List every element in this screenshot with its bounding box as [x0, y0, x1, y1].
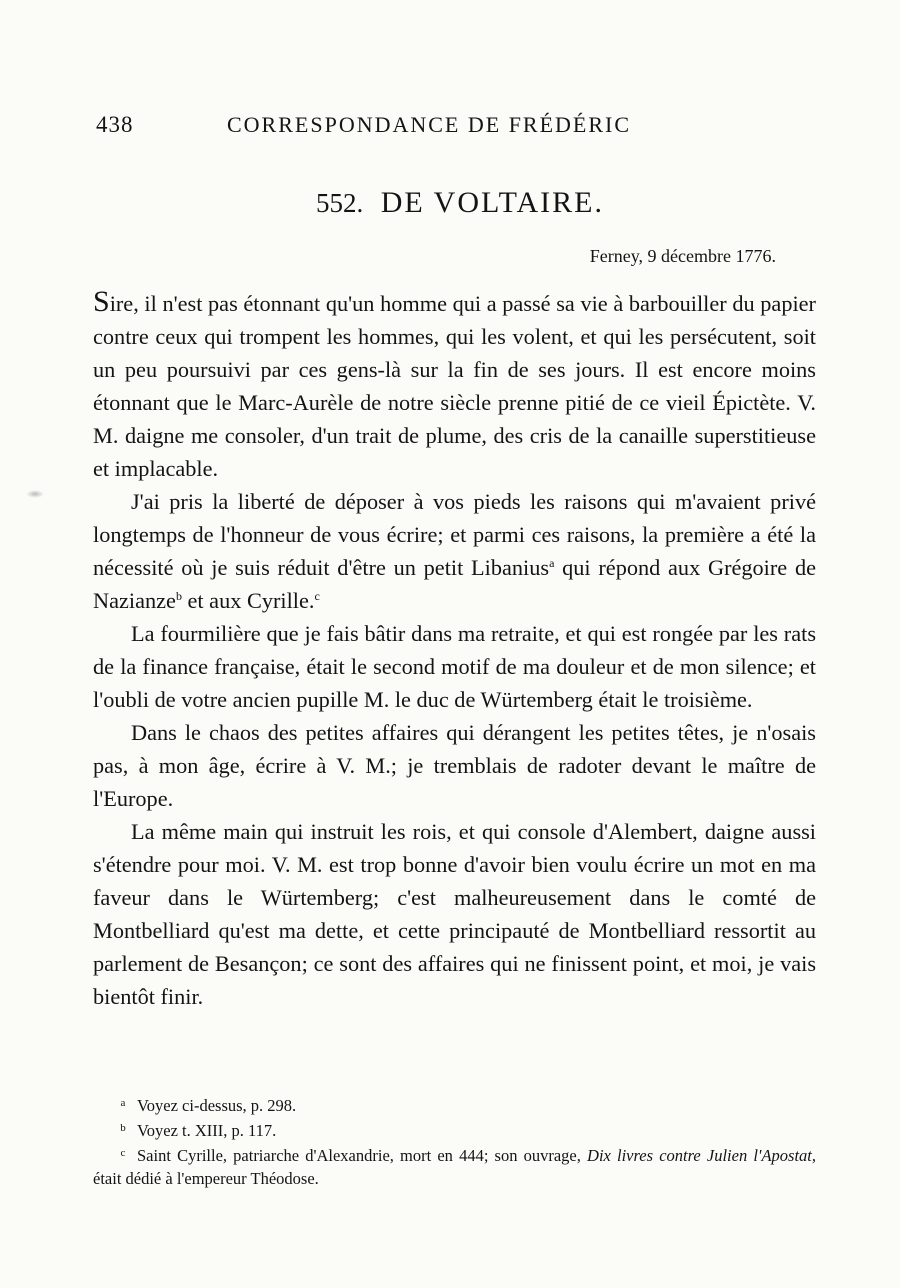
- footnote-a: [93, 1092, 816, 1117]
- footnote-c-text-2: , était dédié à l'empereur Théodose.: [93, 1146, 816, 1188]
- paragraph-2-text-b: qui répond aux Grégoire de Nazianze: [93, 555, 816, 613]
- footnote-c-text-1: Saint Cyrille, patriarche d'Alexandrie, mort en 444; son ouvrage,: [137, 1146, 588, 1165]
- footnote-c: [93, 1142, 816, 1190]
- footnote-b-text: Voyez t. XIII, p. 117.: [137, 1121, 277, 1140]
- footnotes: [93, 1092, 816, 1190]
- footnote-mark-c: c: [120, 1147, 126, 1159]
- letter-title: DE VOLTAIRE.: [380, 186, 604, 219]
- footnote-ref-c: c: [314, 589, 320, 603]
- dateline: Ferney, 9 décembre 1776.: [589, 246, 776, 266]
- footnote-b: [93, 1117, 816, 1142]
- paragraph-2-text-c: et aux Cyrille.: [181, 588, 315, 613]
- letter-heading: [0, 186, 900, 220]
- letter-number: 552.: [315, 188, 364, 218]
- paragraph-5: La même main qui instruit les rois, et qui console d'Alembert, daigne aussi s'étendre pour moi. V. M. est trop bonne d'avoir bien voulu écrire un mot en ma faveur dans le Würtemberg; c'est malheureusement dans le comté de Montbelliard qu'est ma dette, et cette principauté de Montbelliard ressortit au parlement de Besançon; ce sont des affaires qui ne finissent point, et moi, je vais bientôt finir.: [93, 819, 816, 1009]
- running-title: CORRESPONDANCE DE FRÉDÉRIC: [227, 112, 632, 137]
- paragraph-3: La fourmilière que je fais bâtir dans ma retraite, et qui est rongée par les rats de la finance française, était le second motif de ma douleur et de mon silence; et l'oubli de votre ancien pupille M. le duc de Würtemberg était le troisième.: [93, 621, 816, 712]
- footnote-ref-b: b: [175, 589, 182, 603]
- paragraph-2-text-a: J'ai pris la liberté de déposer à vos pieds les raisons qui m'avaient privé longtemps de l'honneur de vous écrire; et parmi ces raisons, la première a été la nécessité où je suis réduit d'être un petit Libanius: [93, 489, 816, 580]
- page-number: 438: [96, 112, 134, 137]
- letter-body: [93, 285, 816, 1013]
- paper-speck: [26, 490, 44, 498]
- footnote-mark-a: a: [120, 1097, 126, 1109]
- drop-cap: S: [93, 285, 110, 318]
- paragraph-2: [93, 485, 816, 617]
- footnote-c-book-title: Dix livres contre Julien l'Apostat: [587, 1146, 812, 1165]
- footnote-mark-b: b: [120, 1122, 126, 1134]
- footnote-a-text: Voyez ci-dessus, p. 298.: [137, 1096, 297, 1115]
- footnote-ref-a: a: [549, 556, 555, 570]
- paragraph-4: Dans le chaos des petites affaires qui dérangent les petites têtes, je n'osais pas, à mon âge, écrire à V. M.; je tremblais de radoter devant le maître de l'Europe.: [93, 720, 816, 811]
- paragraph-1-text: ire, il n'est pas étonnant qu'un homme qui a passé sa vie à barbouiller du papier contre ceux qui trompent les hommes, qui les volent, et qui les persécutent, soit un peu poursuivi par ces gens-là sur la fin de ses jours. Il est encore moins étonnant que le Marc-Aurèle de notre siècle prenne pitié de ce vieil Épictète. V. M. daigne me consoler, d'un trait de plume, des cris de la canaille superstitieuse et implacable.: [93, 291, 816, 481]
- paragraph-1: [93, 285, 816, 485]
